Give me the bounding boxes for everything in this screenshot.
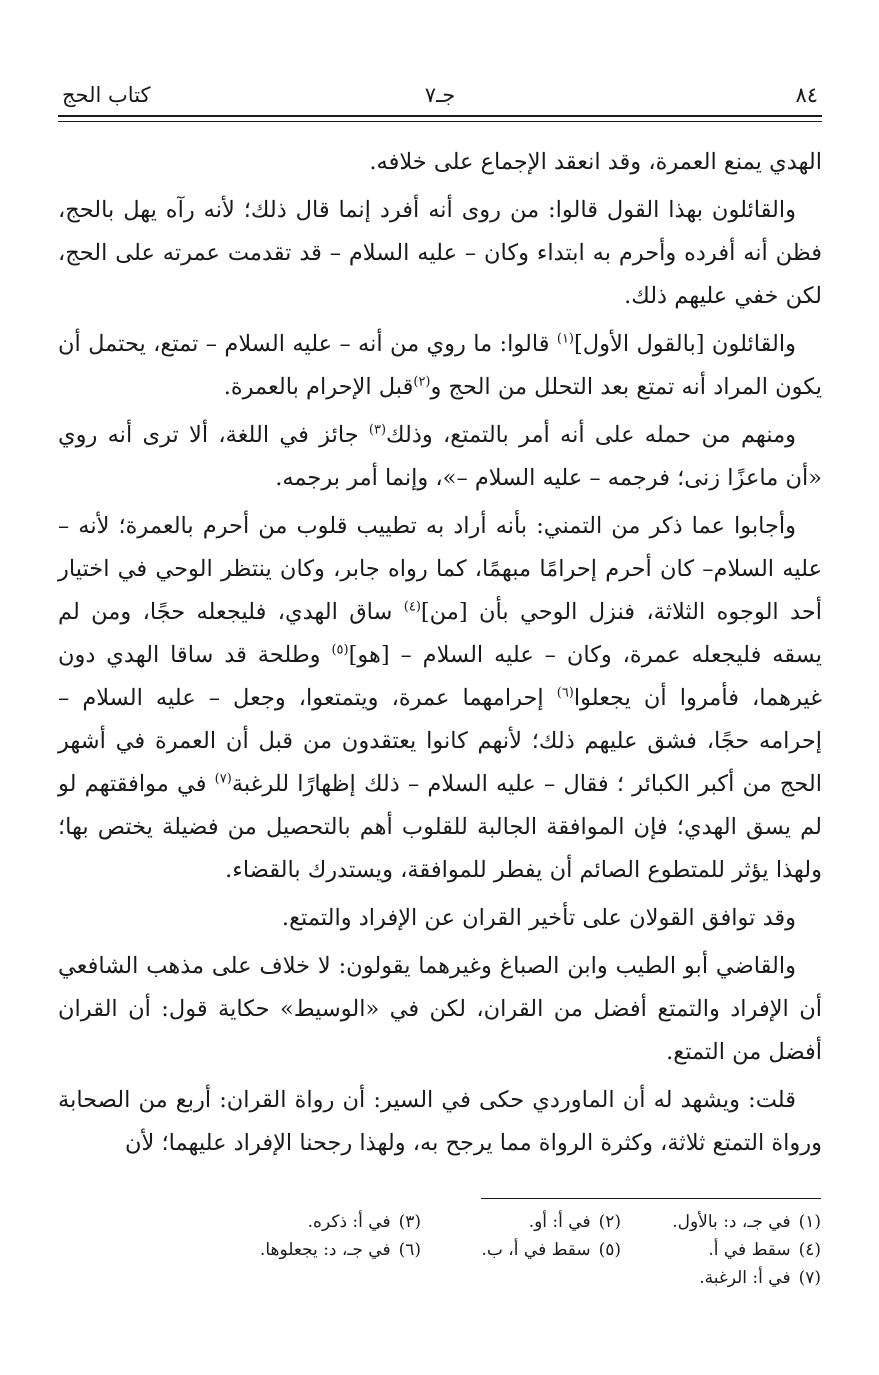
footnote-row (221, 1264, 821, 1292)
paragraph (58, 323, 822, 409)
footnote-text: في جـ، د: بالأول. (672, 1212, 791, 1232)
paragraph-text: والقائلون [بالقول الأول] (574, 331, 796, 357)
footnote-text: سقط في أ، ب. (481, 1240, 591, 1260)
paragraph-text: قلت: ويشهد له أن الماوردي حكى في السير: أن رواة القران: أربع من الصحابة ورواة التمتع ثلاثة، وكثرة الرواة مما يرجح به، ولهذا رجحنا الإفراد عليهما؛ لأن (58, 1087, 822, 1156)
paragraph (58, 141, 822, 184)
paragraph (58, 897, 822, 940)
header-rule-thick (58, 115, 822, 117)
paragraph (58, 945, 822, 1074)
paragraph-text: والقاضي أبو الطيب وابن الصباغ وغيرهما يقولون: لا خلاف على مذهب الشافعي أن الإفراد والتمتع أفضل من القران، لكن في «الوسيط» حكاية قول: أن القران أفضل من التمتع. (58, 953, 822, 1065)
paragraph (58, 505, 822, 892)
footnote-marker: (١) (556, 331, 574, 347)
footnote-item (621, 1208, 821, 1236)
footnote-text: في جـ، د: يجعلوها. (259, 1240, 391, 1260)
footnotes (221, 1208, 821, 1292)
paragraph-text: جائز في اللغة، ألا ترى أنه روي «أن ماعزًا زنى؛ فرجمه – عليه السلام –»، وإنما أمر برجمه. (58, 422, 822, 491)
footnote-number: (٤) (798, 1240, 821, 1260)
footnote-item (621, 1236, 821, 1264)
footnote-marker: (٥) (331, 642, 349, 658)
footnote-marker: (٧) (214, 771, 232, 787)
paragraph-text: وأجابوا عما ذكر من التمني: بأنه أراد به تطييب قلوب من أحرم بالعمرة؛ لأنه –عليه السلام– كان أحرم إحرامًا مبهمًا، كما رواه جابر، وكان ينتظر الوحي في اختيار أحد الوجوه الثلاثة، فنزل الوحي بأن [من] (58, 513, 823, 625)
footnote-marker: (٣) (368, 422, 387, 438)
footnote-row (221, 1208, 821, 1236)
footnote-number: (٣) (398, 1212, 421, 1232)
paragraph-text: إحرامهما عمرة، ويتمتعوا، وجعل – عليه السلام – إحرامه حجًا، فشق عليهم ذلك؛ لأنهم كانوا يعتقدون من قبل أن العمرة في أشهر الحج من أكبر الكبائر ؛ فقال – عليه السلام – ذلك إظهارًا للرغبة (58, 685, 822, 797)
paragraph-text: والقائلون بهذا القول قالوا: من روى أنه أفرد إنما قال ذلك؛ لأنه رآه يهل بالحج، فظن أنه أفرده وأحرم به ابتداء وكان – عليه السلام – قد تقدمت عمرته على الحج، لكن خفي عليهم ذلك. (58, 197, 822, 309)
footnote-text: في أ: ذكره. (307, 1212, 391, 1232)
running-header (58, 72, 822, 112)
footnote-text: سقط في أ. (708, 1240, 791, 1260)
page-number: ٨٤ (795, 83, 818, 107)
paragraph-text: وطلحة قد ساقا الهدي دون غيرهما، فأمروا أن يجعلوا (58, 642, 822, 711)
footnote-number: (٥) (598, 1240, 621, 1260)
footnote-row (221, 1236, 821, 1264)
footnote-number: (٢) (598, 1212, 621, 1232)
footnote-item (621, 1264, 821, 1292)
header-rule-thin (58, 121, 822, 122)
book-title: كتاب الحج (62, 83, 151, 107)
footnote-marker: (٦) (556, 685, 574, 701)
paragraph-text: قالوا: ما روي من أنه – عليه السلام – تمتع، يحتمل أن يكون المراد أنه تمتع بعد التحلل من الحج و (58, 331, 822, 400)
paragraph-text: ومنهم من حمله على أنه أمر بالتمتع، وذلك (386, 422, 796, 448)
footnote-text: في أ: الرغبة. (699, 1268, 791, 1288)
footnote-marker: (٢) (413, 374, 431, 390)
paragraph-text: قبل الإحرام بالعمرة. (223, 374, 414, 400)
footnote-item (221, 1208, 421, 1236)
footnote-item (221, 1236, 421, 1264)
footnote-marker: (٤) (403, 599, 421, 615)
paragraph-text: وقد توافق القولان على تأخير القران عن الإفراد والتمتع. (281, 905, 796, 931)
footnote-number: (٦) (398, 1240, 421, 1260)
footnote-number: (٧) (798, 1268, 821, 1288)
paragraph-text: ساق الهدي، فليجعله حجًا، ومن لم يسقه فليجعله عمرة، وكان – عليه السلام – [هو] (58, 599, 822, 668)
footnote-number: (١) (798, 1212, 821, 1232)
paragraph (58, 414, 822, 500)
main-text (58, 141, 822, 1170)
paragraph (58, 189, 822, 318)
footnote-text: في أ: أو. (528, 1212, 591, 1232)
paragraph-text: في موافقتهم لو لم يسق الهدي؛ فإن الموافقة الجالبة للقلوب أهم بالتحصيل من فضيلة يختص بها؛ ولهذا يؤثر للمتطوع الصائم أن يفطر للموافقة، ويستدرك بالقضاء. (58, 771, 822, 883)
footnote-item (421, 1208, 621, 1236)
footnote-item (421, 1236, 621, 1264)
volume-label: جـ٧ (424, 83, 456, 107)
paragraph-text: الهدي يمنع العمرة، وقد انعقد الإجماع على خلافه. (369, 149, 822, 175)
footnote-separator (481, 1198, 821, 1199)
paragraph (58, 1079, 822, 1165)
